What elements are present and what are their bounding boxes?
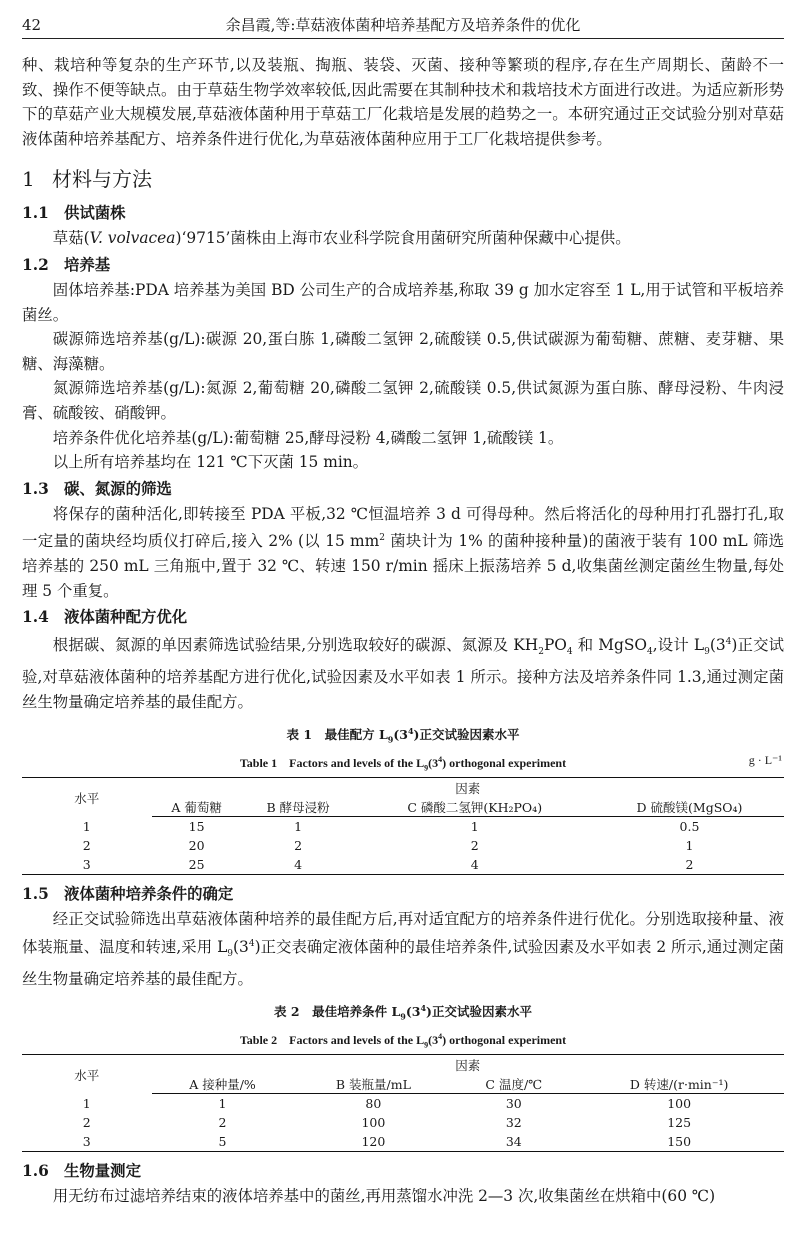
table-row: 1 15 1 1 0.5 xyxy=(82,819,700,835)
table-row: 3 25 4 4 2 xyxy=(22,855,784,875)
subsection-heading-1-2: 1.2 培养基 xyxy=(22,255,111,274)
subsection-heading-1-4: 1.4 液体菌种配方优化 xyxy=(22,608,188,627)
table1-level-header: 水平 xyxy=(22,778,152,817)
table1-col-b: B 酵母浸粉 xyxy=(242,797,355,817)
table-row: 2 20 2 2 1 xyxy=(82,838,694,854)
table2-col-c: C 温度/℃ xyxy=(453,1074,574,1094)
table2-col-b: B 装瓶量/mL xyxy=(293,1074,453,1094)
table2-factor-header: 因素 xyxy=(152,1055,784,1075)
subsection-heading-1-1: 1.1 供试菌株 xyxy=(22,204,126,223)
strain-paragraph: 草菇(V. volvacea)‘9715’菌株由上海市农业科学院食用菌研究所菌种保藏中心提供。 xyxy=(52,229,631,248)
culture-conditions-paragraph: 经正交试验筛选出草菇液体菌种培养的最佳配方后,再对适宜配方的培养条件进行优化。分别选取接种量、液体装瓶量、温度和转速,采用 $L_9(3^4)$正交表确定液体菌种的最佳培养条件,试验因素及水平如表 2 所示,通过测定菌丝生物量确定培养基的最佳配方。 xyxy=(22,910,784,988)
medium-paragraph-sterilization: 以上所有培养基均在 121 ℃下灭菌 15 min。 xyxy=(52,453,369,472)
table1-col-a: A 葡萄糖 xyxy=(152,797,242,817)
table-row: 2 2 100 32 125 xyxy=(82,1115,692,1131)
screening-paragraph: 将保存的菌种活化,即转接至 PDA 平板,32 ℃恒温培养 3 d 可得母种。然后将活化的母种用打孔器打孔,取一定量的菌块经均质仪打碎后,接入 2% (以 15 $mm^2$ 菌块计为 1% 的菌种接种量)的菌液于装有 100 mL 筛选培养基的 250 mL 三角瓶中,置于 32 ℃、转速 150 r/min 摇床上振荡培养 5 d,收集菌丝测定菌丝生物量,每处理 5 个重复。 xyxy=(22,504,784,600)
running-header xyxy=(22,0,784,39)
table1-col-d: D 硫酸镁(MgSO₄) xyxy=(595,797,784,817)
table-row: 3 5 120 34 150 xyxy=(22,1132,784,1152)
table1-col-c: C 磷酸二氢钾(KH₂PO₄) xyxy=(354,797,595,817)
table1-factor-header: 因素 xyxy=(152,778,784,798)
table2-col-d: D 转速/(r·min⁻¹) xyxy=(574,1074,784,1094)
running-title: 余昌霞,等:草菇液体菌种培养基配方及培养条件的优化 xyxy=(225,16,581,34)
table1-header-row xyxy=(22,778,784,798)
medium-paragraph-optimization: 培养条件优化培养基(g/L):葡萄糖 25,酵母浸粉 4,磷酸二氢钾 1,硫酸镁 1。 xyxy=(52,428,564,447)
table1-caption-cn: 表 1 最佳配方 $L_9(3^4)$正交试验因素水平 xyxy=(286,726,520,745)
table1 xyxy=(22,777,784,875)
subsection-heading-1-6: 1.6 生物量测定 xyxy=(22,1162,141,1181)
subsection-heading-1-5: 1.5 液体菌种培养条件的确定 xyxy=(22,885,234,904)
medium-paragraph-carbon: 碳源筛选培养基(g/L):碳源 20,蛋白胨 1,磷酸二氢钾 2,硫酸镁 0.5,供试碳源为葡萄糖、蔗糖、麦芽糖、果糖、海藻糖。 xyxy=(22,330,784,373)
medium-paragraph-nitrogen: 氮源筛选培养基(g/L):氮源 2,葡萄糖 20,磷酸二氢钾 2,硫酸镁 0.5,供试氮源为蛋白胨、酵母浸粉、牛肉浸膏、硫酸铵、硝酸钾。 xyxy=(22,379,784,422)
section-heading-1: 1 材料与方法 xyxy=(22,167,152,192)
biomass-paragraph: 用无纺布过滤培养结束的液体培养基中的菌丝,再用蒸馏水冲洗 2—3 次,收集菌丝在烘箱中(60 ℃) xyxy=(52,1187,716,1206)
table1-unit: g · L⁻¹ xyxy=(748,752,782,767)
table2-caption-en: Table 2 Factors and levels of the $L_9(3^4)$ orthogonal experiment xyxy=(239,1031,567,1050)
formula-optimization-paragraph: 根据碳、氮源的单因素筛选试验结果,分别选取较好的碳源、氮源及 $KH_2PO_4$ 和 MgSO$_4$,设计 $L_9(3^4)$正交试验,对草菇液体菌种的培养基配方进行优化,试验因素及水平如表 1 所示。接种方法及培养条件同 1.3,通过测定菌丝生物量确定培养基的最佳配方。 xyxy=(22,636,784,711)
subsection-heading-1-3: 1.3 碳、氮源的筛选 xyxy=(22,479,172,498)
medium-paragraph-solid: 固体培养基:PDA 培养基为美国 BD 公司生产的合成培养基,称取 39 g 加水定容至 1 L,用于试管和平板培养菌丝。 xyxy=(22,280,784,324)
table2-header-row xyxy=(22,1055,784,1075)
table2 xyxy=(22,1054,784,1152)
table-row: 1 1 80 30 100 xyxy=(82,1096,692,1112)
table2-caption-cn: 表 2 最佳培养条件 $L_9(3^4)$正交试验因素水平 xyxy=(274,1003,532,1022)
intro-paragraph: 种、栽培种等复杂的生产环节,以及装瓶、掏瓶、装袋、灭菌、接种等繁琐的程序,存在生产周期长、菌龄不一致、操作不便等缺点。由于草菇生物学效率较低,因此需要在其制种技术和栽培技术方面进行改进。为适应新形势下的草菇产业大规模发展,草菇液体菌种用于草菇工厂化栽培是发展的趋势之一。本研究通过正交试验分别对草菇液体菌种培养基配方、培养条件进行优化,为草菇液体菌种应用于工厂化栽培提供参考。 xyxy=(22,56,784,148)
table1-caption-en: Table 1 Factors and levels of the $L_9(3^4)$ orthogonal experiment g · L⁻¹ xyxy=(239,752,782,773)
page-number: 42 xyxy=(22,16,42,34)
table2-col-a: A 接种量/% xyxy=(152,1074,294,1094)
table2-level-header: 水平 xyxy=(22,1055,152,1094)
